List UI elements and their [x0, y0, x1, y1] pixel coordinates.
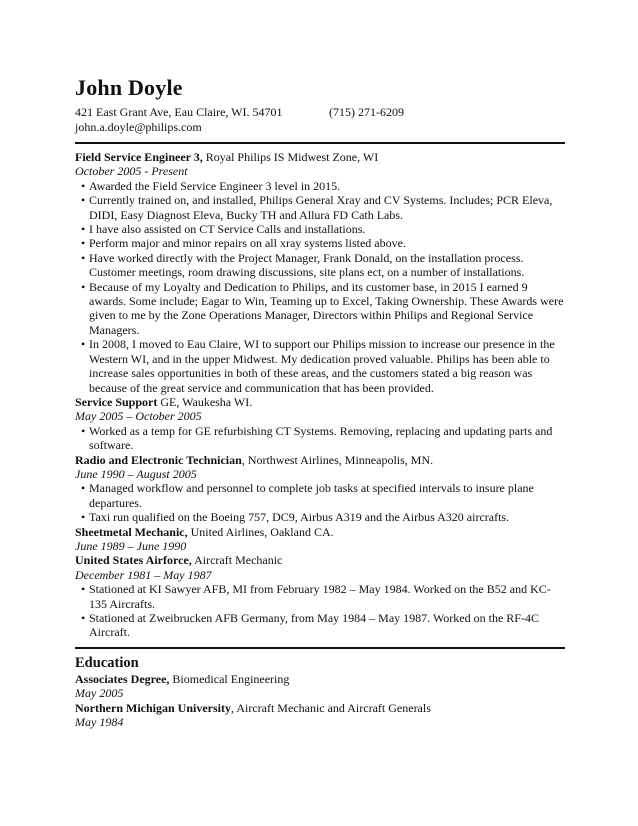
education-detail: Biomedical Engineering — [169, 671, 290, 686]
candidate-name: John Doyle — [75, 75, 183, 100]
bullet-icon: • — [81, 481, 86, 496]
education-entry — [75, 672, 565, 686]
job-dates: June 1989 – June 1990 — [75, 538, 187, 553]
job-employer: Aircraft Mechanic — [191, 553, 283, 568]
bullet-icon: • — [81, 582, 86, 597]
bullet-item — [75, 236, 565, 250]
bullet-icon: • — [81, 250, 86, 265]
education-divider — [75, 647, 565, 649]
job-bullets — [75, 582, 565, 640]
job-title: Field Service Engineer 3, — [75, 150, 203, 164]
bullet-item — [75, 481, 565, 510]
education-title: Northern Michigan University — [75, 700, 231, 715]
bullet-text: Have worked directly with the Project Manager, Frank Donald, on the installation process. Customer meetings, room drawing discussions, site plans ect, on a number of installations. — [89, 250, 525, 280]
bullet-text: In 2008, I moved to Eau Claire, WI to support our Philips mission to increase our presence in the Western WI, and in the upper Midwest. My dedication proved valuable. Philips has been able to increase sales opportunities in both of these areas, and the customers stated a big reason was because of the great service and communication that has been provided. — [89, 337, 555, 395]
job-heading — [75, 553, 565, 567]
bullet-item — [75, 337, 565, 395]
bullet-text: Perform major and minor repairs on all xray systems listed above. — [89, 236, 406, 251]
phone: (715) 271-6209 — [329, 105, 404, 119]
job-employer: , Northwest Airlines, Minneapolis, MN. — [241, 452, 434, 467]
bullet-icon: • — [81, 337, 86, 352]
bullet-icon: • — [81, 193, 86, 208]
bullet-item — [75, 222, 565, 236]
bullet-icon: • — [81, 423, 86, 438]
education-detail: , Aircraft Mechanic and Aircraft Generals — [230, 700, 431, 715]
bullet-item — [75, 280, 565, 338]
education-date: May 2005 — [75, 686, 124, 701]
bullet-text: Stationed at KI Sawyer AFB, MI from February 1982 – May 1984. Worked on the B52 and KC-135 Aircrafts. — [89, 582, 551, 611]
bullet-text: Taxi run qualified on the Boeing 757, DC9, Airbus A319 and the Airbus A320 aircrafts. — [89, 510, 510, 525]
bullet-icon: • — [81, 222, 86, 237]
job-dates: May 2005 – October 2005 — [75, 409, 202, 424]
job-dates: October 2005 - Present — [75, 164, 188, 179]
bullet-icon: • — [81, 611, 86, 625]
bullet-item — [75, 193, 565, 222]
experience-section — [75, 150, 565, 640]
bullet-text: Awarded the Field Service Engineer 3 level in 2015. — [89, 178, 341, 193]
bullet-text: I have also assisted on CT Service Calls and installations. — [89, 222, 366, 237]
job-dates: June 1990 – August 2005 — [75, 466, 197, 481]
resume-page — [75, 76, 565, 729]
job-title: Sheetmetal Mechanic, — [75, 524, 188, 539]
bullet-text: Because of my Loyalty and Dedication to Philips, and its customer base, in 2015 I earned 9 awards. Some include; Eagar to Win, Teaming up to Excel, Taking Ownership. These Awards were given to me by the Zone Operations Manager, Directors within Philips and Regional Service Managers. — [89, 279, 564, 337]
bullet-text: Managed workflow and personnel to complete job tasks at specified intervals to insure plane departures. — [89, 481, 534, 510]
education-list — [75, 672, 565, 730]
bullet-icon: • — [81, 178, 86, 193]
email: john.a.doyle@philips.com — [75, 120, 202, 134]
education-entry — [75, 701, 565, 715]
job-heading — [75, 525, 565, 539]
job-title: United States Airforce, — [75, 553, 192, 568]
job-bullets — [75, 179, 565, 395]
address: 421 East Grant Ave, Eau Claire, WI. 54701 — [75, 105, 283, 119]
contact-line — [75, 105, 565, 120]
job-title: Service Support — [75, 394, 158, 409]
bullet-text: Worked as a temp for GE refurbishing CT Systems. Removing, replacing and updating parts and software. — [89, 423, 553, 453]
bullet-icon: • — [81, 510, 86, 525]
job-bullets — [75, 424, 565, 453]
bullet-text: Stationed at Zweibrucken AFB Germany, from May 1984 – May 1987. Worked on the RF-4C Aircraft. — [89, 611, 539, 640]
bullet-item — [75, 611, 565, 640]
job-title: Radio and Electronic Technician — [75, 452, 242, 467]
bullet-item — [75, 582, 565, 611]
job-dates: December 1981 – May 1987 — [75, 567, 212, 582]
education-date: May 1984 — [75, 715, 124, 730]
bullet-item — [75, 510, 565, 524]
bullet-icon: • — [81, 236, 86, 251]
education-heading: Education — [75, 654, 139, 671]
job-heading — [75, 453, 565, 467]
job-heading — [75, 150, 565, 164]
bullet-item — [75, 424, 565, 453]
bullet-item — [75, 179, 565, 193]
job-employer: Royal Philips IS Midwest Zone, WI — [202, 150, 379, 164]
bullet-text: Currently trained on, and installed, Philips General Xray and CV Systems. Includes; PCR Eleva, DIDI, Easy Diagnost Eleva, Bucky TH and Allura FD Cath Labs. — [89, 193, 553, 222]
bullet-item — [75, 251, 565, 280]
job-employer: GE, Waukesha WI. — [157, 394, 253, 409]
education-title: Associates Degree, — [75, 671, 170, 686]
job-heading — [75, 395, 565, 409]
header-divider — [75, 142, 565, 144]
job-bullets — [75, 481, 565, 524]
bullet-icon: • — [81, 279, 86, 294]
job-employer: United Airlines, Oakland CA. — [187, 524, 334, 539]
